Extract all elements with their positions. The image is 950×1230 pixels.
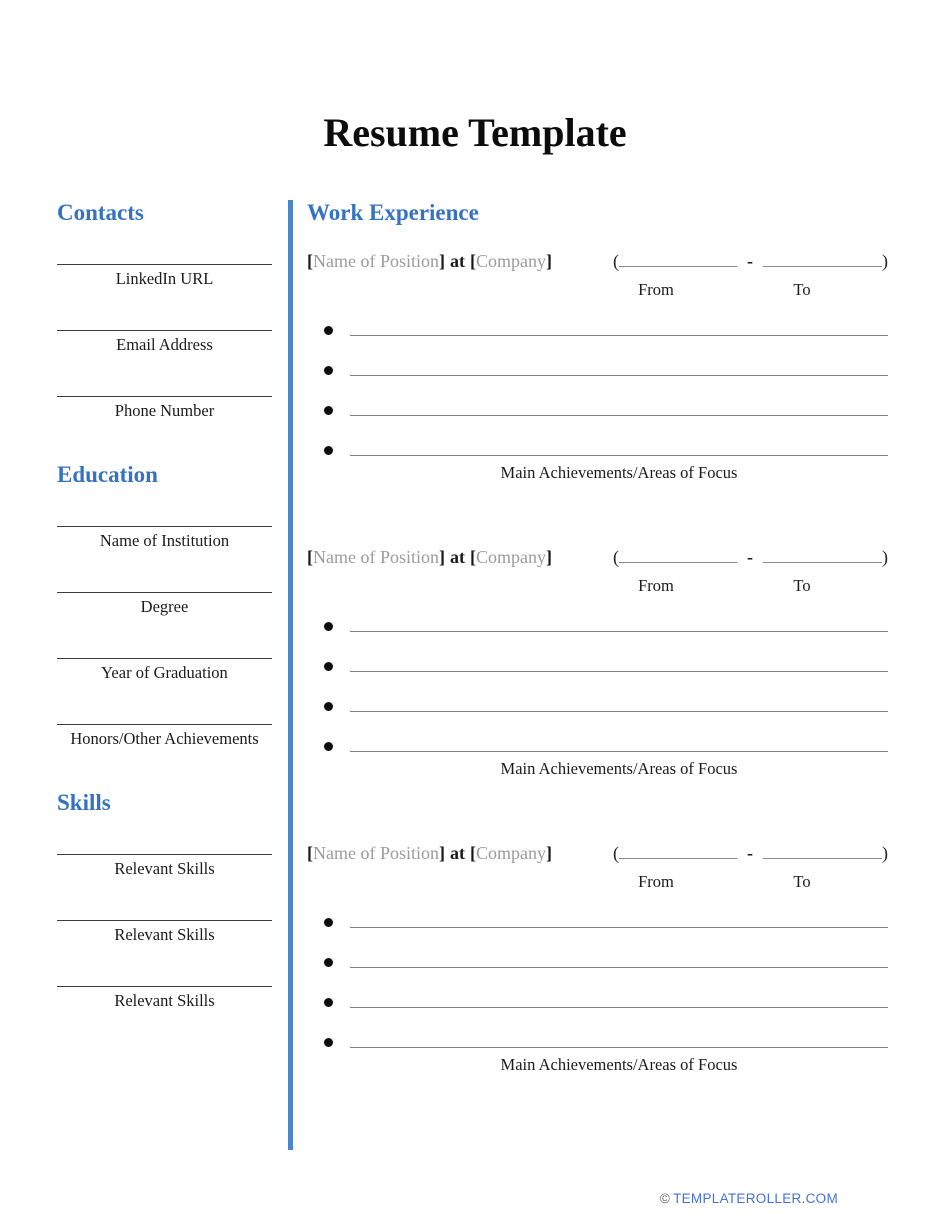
date-range-group: [613, 544, 888, 570]
bullet-dot: [324, 622, 333, 631]
close-bracket: ]: [546, 843, 552, 863]
bullet-dot: [324, 742, 333, 751]
bullet-row: [307, 598, 888, 638]
section-skills: [57, 790, 272, 1011]
bullet-dot: [324, 366, 333, 375]
bullet-fill-line[interactable]: [350, 631, 888, 632]
field-degree: [57, 592, 272, 617]
contacts-heading: Contacts: [57, 200, 144, 225]
graduation-year-label: Year of Graduation: [101, 663, 228, 682]
sidebar: [57, 200, 288, 1150]
date-range-group: [613, 248, 888, 274]
bullet-dot: [324, 1038, 333, 1047]
open-paren: (: [613, 843, 619, 863]
entry-1-header: [307, 248, 888, 302]
entry-3-header: [307, 840, 888, 894]
close-paren: ): [882, 843, 888, 863]
bullet-fill-line[interactable]: [350, 967, 888, 968]
bullet-row: [307, 382, 888, 422]
degree-label: Degree: [140, 597, 189, 616]
field-honors: [57, 724, 272, 749]
to-date-blank[interactable]: [763, 250, 882, 267]
section-education: [57, 462, 272, 749]
to-label: To: [793, 280, 811, 299]
linkedin-url-label: LinkedIn URL: [115, 269, 214, 288]
close-paren: ): [882, 251, 888, 271]
bullet-list: [307, 302, 888, 462]
bullet-dot: [324, 662, 333, 671]
open-bracket: [: [307, 843, 313, 863]
close-bracket: ]: [439, 251, 445, 271]
bullet-fill-line[interactable]: [350, 455, 888, 456]
open-paren: (: [613, 547, 619, 567]
field-phone-number: [57, 396, 272, 421]
email-address-label: Email Address: [116, 335, 213, 354]
page-footer: [0, 1191, 950, 1206]
open-bracket: [: [470, 547, 476, 567]
bullet-row: [307, 678, 888, 718]
work-entry-1: [307, 248, 888, 483]
from-label: From: [638, 576, 674, 595]
close-bracket: ]: [546, 251, 552, 271]
page-title: Resume Template: [323, 110, 627, 155]
section-contacts: [57, 200, 272, 421]
company-placeholder: Company: [476, 843, 546, 863]
work-entry-2: [307, 544, 888, 779]
bullet-dot: [324, 446, 333, 455]
bullet-row: [307, 718, 888, 758]
achievements-caption: Main Achievements/Areas of Focus: [500, 1055, 738, 1074]
field-skill-2: [57, 920, 272, 945]
skills-heading: Skills: [57, 790, 111, 815]
bullet-fill-line[interactable]: [350, 335, 888, 336]
bullet-row: [307, 342, 888, 382]
entry-2-header: [307, 544, 888, 598]
from-label: From: [638, 872, 674, 891]
field-skill-1: [57, 854, 272, 879]
education-heading: Education: [57, 462, 158, 487]
bullet-row: [307, 974, 888, 1014]
achievements-caption: Main Achievements/Areas of Focus: [500, 463, 738, 482]
bullet-dot: [324, 918, 333, 927]
bullet-dot: [324, 702, 333, 711]
skill-2-label: Relevant Skills: [114, 925, 215, 944]
bullet-fill-line[interactable]: [350, 375, 888, 376]
bullet-row: [307, 422, 888, 462]
field-institution: [57, 526, 272, 551]
field-graduation-year: [57, 658, 272, 683]
at-label: at: [450, 843, 465, 863]
date-dash: -: [747, 547, 753, 567]
copyright-symbol: ©: [659, 1191, 671, 1206]
bullet-row: [307, 934, 888, 974]
from-date-blank[interactable]: [619, 546, 737, 563]
bullet-fill-line[interactable]: [350, 927, 888, 928]
bullet-row: [307, 638, 888, 678]
honors-label: Honors/Other Achievements: [70, 729, 259, 748]
open-bracket: [: [470, 843, 476, 863]
to-date-blank[interactable]: [763, 546, 882, 563]
close-bracket: ]: [546, 547, 552, 567]
date-dash: -: [747, 843, 753, 863]
position-placeholder: Name of Position: [313, 547, 439, 567]
bullet-list: [307, 598, 888, 758]
open-paren: (: [613, 251, 619, 271]
bullet-dot: [324, 998, 333, 1007]
skill-1-label: Relevant Skills: [114, 859, 215, 878]
at-label: at: [450, 547, 465, 567]
templateroller-link[interactable]: TEMPLATEROLLER.COM: [673, 1191, 838, 1206]
bullet-fill-line[interactable]: [350, 1007, 888, 1008]
close-bracket: ]: [439, 547, 445, 567]
bullet-list: [307, 894, 888, 1054]
close-paren: ): [882, 547, 888, 567]
bullet-dot: [324, 958, 333, 967]
bullet-row: [307, 1014, 888, 1054]
close-bracket: ]: [439, 843, 445, 863]
skill-3-label: Relevant Skills: [114, 991, 215, 1010]
bullet-dot: [324, 326, 333, 335]
bullet-dot: [324, 406, 333, 415]
work-experience-column: [288, 200, 888, 1150]
from-date-blank[interactable]: [619, 842, 737, 859]
bullet-row: [307, 894, 888, 934]
field-email-address: [57, 330, 272, 355]
phone-number-label: Phone Number: [114, 401, 215, 420]
position-placeholder: Name of Position: [313, 843, 439, 863]
achievements-caption: Main Achievements/Areas of Focus: [500, 759, 738, 778]
work-entry-3: [307, 840, 888, 1075]
date-dash: -: [747, 251, 753, 271]
company-placeholder: Company: [476, 547, 546, 567]
bullet-fill-line[interactable]: [350, 711, 888, 712]
bullet-fill-line[interactable]: [350, 671, 888, 672]
open-bracket: [: [307, 547, 313, 567]
field-linkedin-url: [57, 264, 272, 289]
date-range-group: [613, 840, 888, 866]
field-skill-3: [57, 986, 272, 1011]
to-label: To: [793, 576, 811, 595]
position-placeholder: Name of Position: [313, 251, 439, 271]
work-experience-heading: Work Experience: [307, 200, 479, 225]
to-date-blank[interactable]: [763, 842, 882, 859]
at-label: at: [450, 251, 465, 271]
open-bracket: [: [307, 251, 313, 271]
institution-label: Name of Institution: [99, 531, 230, 550]
to-label: To: [793, 872, 811, 891]
company-placeholder: Company: [476, 251, 546, 271]
bullet-fill-line[interactable]: [350, 1047, 888, 1048]
bullet-fill-line[interactable]: [350, 415, 888, 416]
bullet-fill-line[interactable]: [350, 751, 888, 752]
open-bracket: [: [470, 251, 476, 271]
from-label: From: [638, 280, 674, 299]
bullet-row: [307, 302, 888, 342]
content-columns: [57, 200, 888, 1150]
from-date-blank[interactable]: [619, 250, 737, 267]
